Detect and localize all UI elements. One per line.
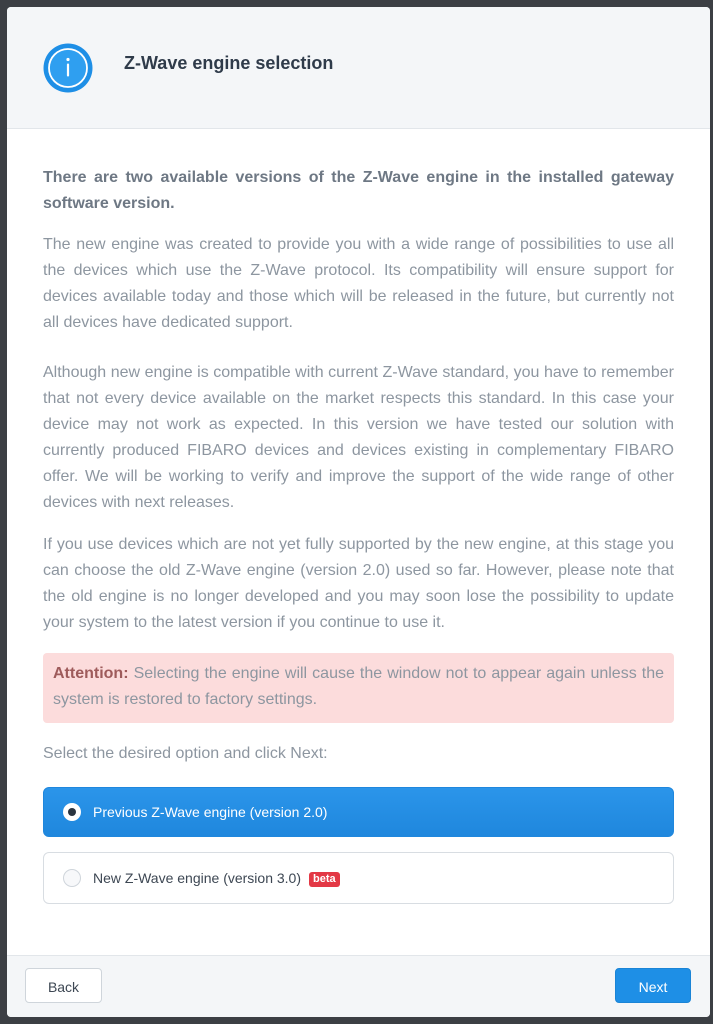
option-new-engine-label: New Z-Wave engine (version 3.0) — [93, 870, 302, 886]
option-new-engine[interactable] — [43, 852, 674, 904]
radio-new-engine[interactable] — [63, 869, 81, 887]
option-previous-engine-label: Previous Z-Wave engine (version 2.0) — [93, 804, 328, 820]
next-button[interactable]: Next — [615, 968, 691, 1003]
attention-text: Selecting the engine will cause the window not to appear again unless the system is restored to factory settings. — [53, 665, 664, 708]
dialog-title: Z-Wave engine selection — [124, 53, 334, 73]
description-paragraph-2: Although new engine is compatible with current Z-Wave standard, you have to remember that not every device available on the market respects this standard. In this case your device may not work as expected. In this version we have tested our solution with currently produced FIBARO devices and devices existing in complementary FIBARO offer. We will be working to verify and improve the support of the wide range of other devices with next releases. — [43, 364, 674, 511]
dialog-header — [7, 7, 710, 129]
select-prompt: Select the desired option and click Next: — [43, 745, 328, 762]
option-previous-engine[interactable] — [43, 787, 674, 837]
engine-selection-dialog — [7, 7, 710, 1017]
intro-text: There are two available versions of the Z-Wave engine in the installed gateway software version. — [43, 169, 674, 212]
description-paragraph-3: If you use devices which are not yet fully supported by the new engine, at this stage you can choose the old Z-Wave engine (version 2.0) used so far. However, please note that the old engine is no longer developed and you may soon lose the possibility to update your system to the latest version if you continue to use it. — [43, 536, 674, 631]
radio-previous-engine[interactable] — [63, 803, 81, 821]
info-icon — [43, 43, 93, 93]
dialog-footer — [7, 955, 710, 1017]
back-button[interactable]: Back — [25, 968, 102, 1003]
attention-label: Attention: — [53, 665, 129, 682]
dialog-content — [43, 165, 674, 904]
description-paragraph-1: The new engine was created to provide you with a wide range of possibilities to use all the devices which use the Z-Wave protocol. Its compatibility will ensure support for devices available today and those which will be released in the future, but currently not all devices have dedicated support. — [43, 236, 674, 331]
attention-notice — [43, 653, 674, 723]
beta-badge: beta — [309, 872, 340, 887]
option-new-engine-wrapper — [93, 869, 340, 887]
